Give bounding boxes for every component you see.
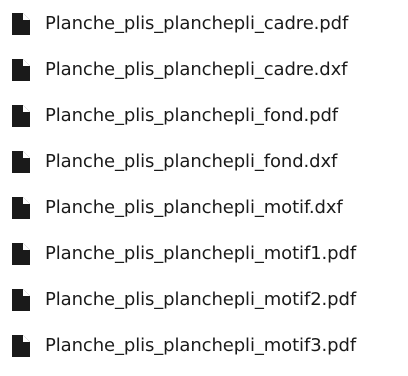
file-name: Planche_plis_planchepli_fond.pdf xyxy=(45,105,339,126)
file-icon xyxy=(12,151,30,173)
file-item[interactable] xyxy=(0,331,408,361)
file-icon xyxy=(12,197,30,219)
file-item[interactable] xyxy=(0,55,408,85)
file-name: Planche_plis_planchepli_cadre.pdf xyxy=(45,13,349,34)
file-icon xyxy=(12,289,30,311)
file-item[interactable] xyxy=(0,9,408,39)
file-item[interactable] xyxy=(0,285,408,315)
file-item[interactable] xyxy=(0,193,408,223)
file-name: Planche_plis_planchepli_fond.dxf xyxy=(45,151,338,172)
file-icon xyxy=(12,335,30,357)
file-item[interactable] xyxy=(0,239,408,269)
file-name: Planche_plis_planchepli_motif.dxf xyxy=(45,197,343,218)
file-name: Planche_plis_planchepli_cadre.dxf xyxy=(45,59,348,80)
file-item[interactable] xyxy=(0,147,408,177)
file-item[interactable] xyxy=(0,101,408,131)
file-icon xyxy=(12,243,30,265)
file-name: Planche_plis_planchepli_motif2.pdf xyxy=(45,289,357,310)
file-icon xyxy=(12,13,30,35)
file-name: Planche_plis_planchepli_motif1.pdf xyxy=(45,243,357,264)
file-name: Planche_plis_planchepli_motif3.pdf xyxy=(45,335,357,356)
file-icon xyxy=(12,105,30,127)
file-icon xyxy=(12,59,30,81)
